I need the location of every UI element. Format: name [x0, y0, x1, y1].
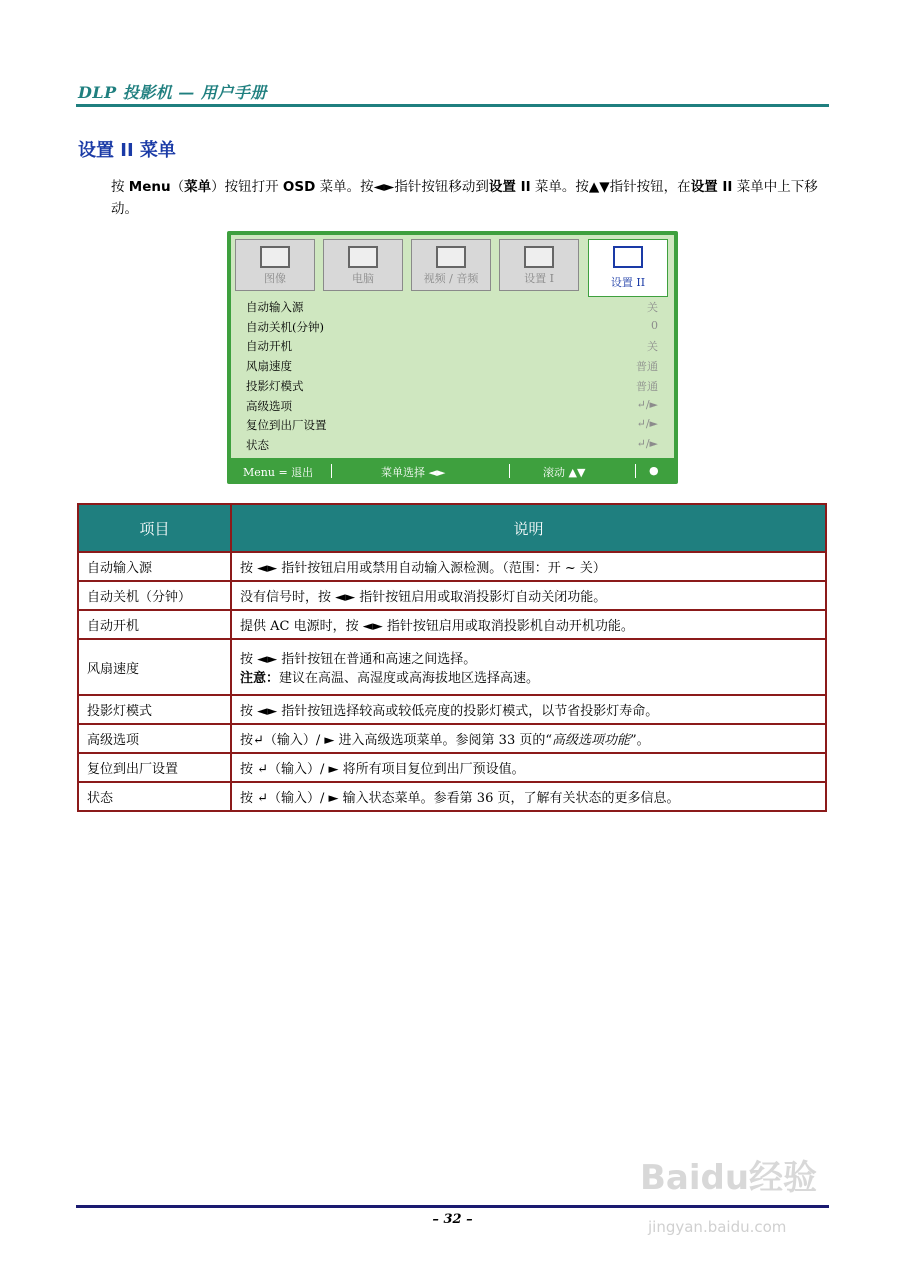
menu-keyword: Menu [128, 179, 171, 195]
menu-item-label: 高级选项 [246, 399, 292, 413]
description-table [77, 503, 827, 812]
table-row [78, 753, 826, 782]
table-row [78, 695, 826, 724]
menu-item-label: 投影灯模式 [246, 379, 304, 393]
tab-label: 视频 / 音频 [423, 272, 479, 285]
table-cell-item: 投影灯模式 [78, 695, 231, 724]
osd-menu-panel [231, 235, 674, 458]
footer-rule [76, 1205, 829, 1208]
table-cell-item: 状态 [78, 782, 231, 811]
projector-setting2-icon [613, 246, 643, 268]
intro-text: 菜单。按▲▼指针按钮，在 [530, 179, 691, 195]
intro-text: 菜单中上下移动。 [111, 179, 818, 217]
table-cell-description [231, 724, 826, 753]
table-cell-item: 自动关机（分钟） [78, 581, 231, 610]
menu-item-fan-speed[interactable] [246, 358, 658, 377]
tab-video-audio[interactable] [411, 239, 491, 291]
tab-computer[interactable] [323, 239, 403, 291]
table-cell-item: 复位到出厂设置 [78, 753, 231, 782]
setting2-keyword: 设置 II [690, 179, 733, 195]
lightbulb-icon: ● [649, 464, 659, 477]
menu-item-factory-reset[interactable] [246, 417, 658, 436]
tab-label: 电脑 [352, 272, 374, 285]
table-row [78, 639, 826, 695]
header-rule [76, 104, 829, 107]
intro-text: 按 [111, 179, 129, 195]
menu-item-label: 复位到出厂设置 [246, 418, 327, 432]
menu-item-value: ↵/► [636, 417, 658, 430]
footer-exit-hint: Menu = 退出 [243, 466, 314, 479]
table-cell-description: 按 ↵（输入）/ ► 将所有项目复位到出厂预设值。 [231, 753, 826, 782]
menu-item-value: ↵/► [636, 437, 658, 450]
monitor-icon [260, 246, 290, 268]
table-cell-description: 按 ◄► 指针按钮选择较高或较低亮度的投影灯模式，以节省投影灯寿命。 [231, 695, 826, 724]
description-text: ”。 [630, 733, 650, 748]
menu-item-label: 自动输入源 [246, 300, 304, 314]
table-header-description: 说明 [231, 504, 826, 552]
menu-item-status[interactable] [246, 437, 658, 456]
baidu-watermark-url: jingyan.baidu.com [648, 1218, 787, 1236]
document-header-title: DLP 投影机 — 用户手册 [78, 83, 267, 102]
table-cell-description [231, 639, 826, 695]
table-row [78, 581, 826, 610]
note-label: 注意： [240, 671, 280, 686]
table-cell-item: 高级选项 [78, 724, 231, 753]
menu-item-lamp-mode[interactable] [246, 378, 658, 397]
table-cell-item: 风扇速度 [78, 639, 231, 695]
tab-label: 设置 I [524, 272, 554, 285]
osd-menu-screenshot [227, 231, 678, 484]
menu-item-value: 普通 [636, 380, 658, 393]
table-header-row [78, 504, 826, 552]
table-cell-description: 提供 AC 电源时，按 ◄► 指针按钮启用或取消投影机自动开机功能。 [231, 610, 826, 639]
projector-setting-icon [524, 246, 554, 268]
menu-item-value: 关 [647, 340, 658, 353]
footer-separator [331, 464, 332, 478]
footer-separator [635, 464, 636, 478]
menu-item-label: 自动开机 [246, 339, 292, 353]
footer-scroll-hint: 滚动 ▲▼ [543, 466, 586, 479]
tab-label: 设置 II [610, 276, 646, 289]
menu-item-value: 关 [647, 301, 658, 314]
table-cell-description: 按 ↵（输入）/ ► 输入状态菜单。参看第 36 页，了解有关状态的更多信息。 [231, 782, 826, 811]
setting2-keyword: 设置 II [488, 179, 531, 195]
menu-cn-keyword: 菜单 [184, 179, 212, 195]
table-row [78, 610, 826, 639]
description-text: 按 ◄► 指针按钮在普通和高速之间选择。 [240, 652, 477, 667]
tab-label: 图像 [264, 272, 286, 285]
description-text: 按↵（输入）/ ► 进入高级选项菜单。参阅第 33 页的“ [240, 733, 552, 748]
osd-footer-bar [231, 462, 674, 480]
intro-text: （ [170, 179, 185, 195]
table-cell-item: 自动开机 [78, 610, 231, 639]
menu-item-label: 风扇速度 [246, 359, 292, 373]
tab-image[interactable] [235, 239, 315, 291]
menu-item-value: ↵/► [636, 398, 658, 411]
note-line [240, 667, 817, 686]
menu-item-auto-power-off[interactable] [246, 319, 658, 338]
table-row [78, 552, 826, 581]
intro-text: 菜单。按◄►指针按钮移动到 [315, 179, 489, 195]
section-title: 设置 II 菜单 [78, 140, 176, 161]
table-header-item: 项目 [78, 504, 231, 552]
menu-item-label: 状态 [246, 438, 269, 452]
menu-item-label: 自动关机(分钟) [246, 320, 324, 334]
tab-setting-2[interactable] [588, 239, 668, 297]
computer-icon [348, 246, 378, 268]
menu-item-value: 普通 [636, 360, 658, 373]
table-row [78, 782, 826, 811]
table-cell-description: 按 ◄► 指针按钮启用或禁用自动输入源检测。（范围：开 ~ 关） [231, 552, 826, 581]
menu-item-auto-power-on[interactable] [246, 338, 658, 357]
table-row [78, 724, 826, 753]
intro-text: ）按钮打开 [211, 179, 283, 195]
menu-item-advanced[interactable] [246, 398, 658, 417]
page-number: – 32 – [432, 1212, 473, 1227]
tab-setting-1[interactable] [499, 239, 579, 291]
table-cell-description: 没有信号时，按 ◄► 指针按钮启用或取消投影灯自动关闭功能。 [231, 581, 826, 610]
menu-item-value: 0 [651, 319, 658, 332]
intro-paragraph [111, 176, 831, 220]
baidu-watermark: Baidu经验 [640, 1158, 818, 1198]
video-audio-icon [436, 246, 466, 268]
note-text: 建议在高温、高湿度或高海拔地区选择高速。 [279, 671, 540, 686]
footer-select-hint: 菜单选择 ◄► [381, 466, 446, 479]
table-cell-item: 自动输入源 [78, 552, 231, 581]
osd-keyword: OSD [282, 179, 316, 195]
menu-item-auto-source[interactable] [246, 299, 658, 318]
cross-reference-link[interactable]: 高级选项功能 [552, 733, 631, 748]
footer-separator [509, 464, 510, 478]
